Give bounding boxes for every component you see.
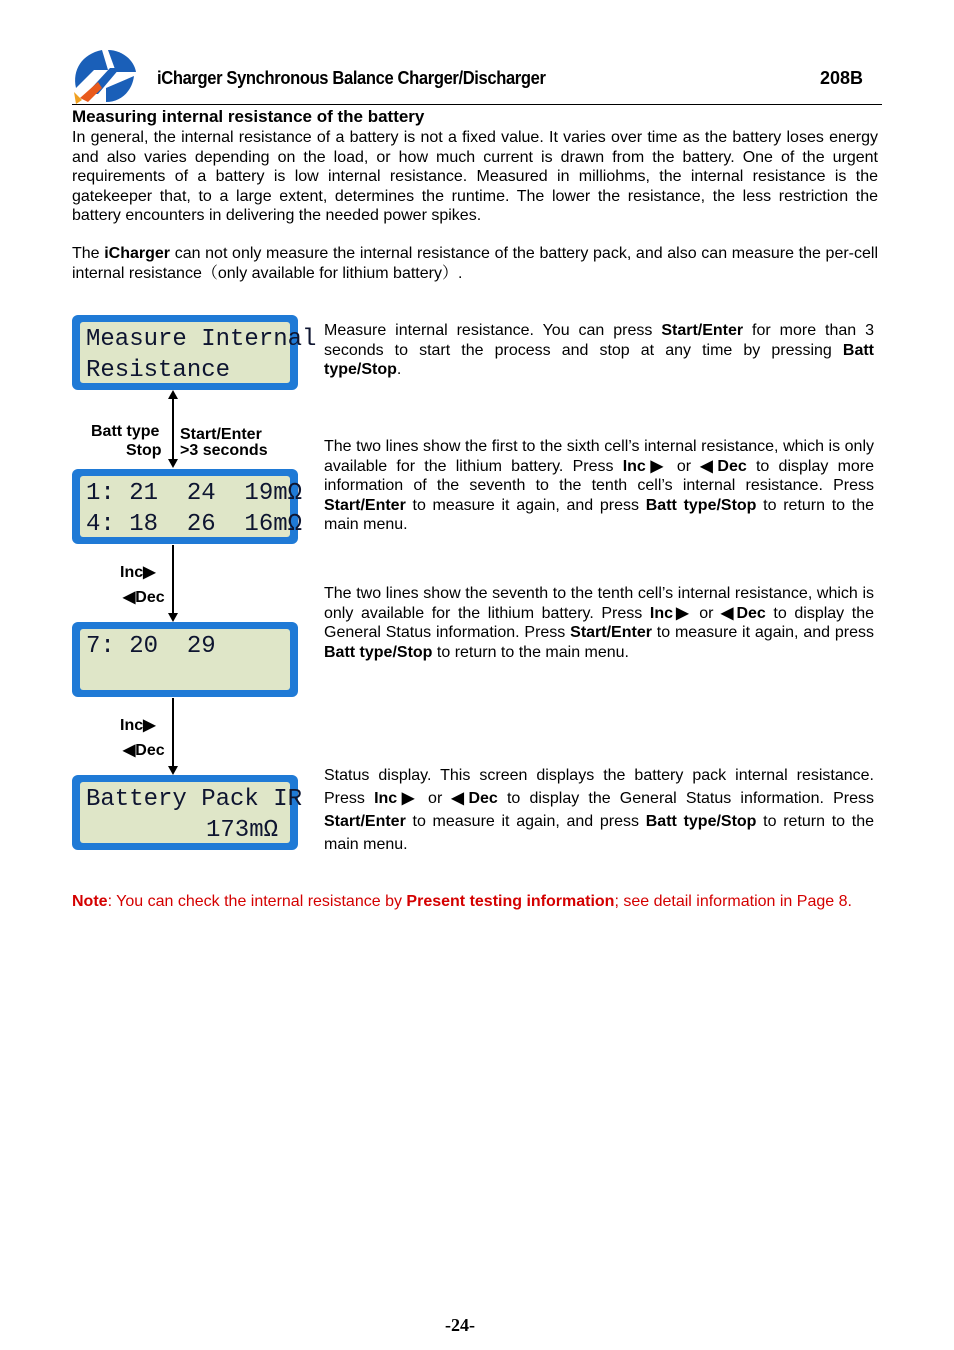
label-inc: Inc▶ [120, 564, 156, 581]
lcd-line-1: 7: 20 29 [86, 633, 216, 660]
description-screen-4: Status display. This screen displays the battery pack internal resistance. Press Inc▶ or ◀Dec to display the General Status information. Press Start/Enter to measure it again, and press Batt type/Stop to return to the main menu. [324, 767, 875, 853]
lcd-line-2: 4: 18 26 16mΩ [86, 511, 303, 538]
flow-connector [172, 698, 174, 768]
lcd-line-1: Measure Internal [86, 326, 317, 353]
section-title: Measuring internal resistance of the battery [72, 107, 425, 126]
intro-paragraph-2: The iCharger can not only measure the internal resistance of the battery pack, and also can measure the per-cell internal resistance（only available for lithium battery）. [72, 245, 879, 282]
header-model: 208B [820, 68, 864, 88]
label-start-enter: Start/Enter [180, 426, 262, 443]
header-divider [72, 104, 882, 105]
description-screen-1: Measure internal resistance. You can press Start/Enter for more than 3 seconds to start the process and stop at any time by pressing Batt type/Stop. [324, 322, 874, 378]
lcd-screen-battery-pack-ir [72, 775, 303, 850]
arrow-down-icon [168, 766, 178, 775]
lcd-line-1: 1: 21 24 19mΩ [86, 480, 303, 507]
lcd-screen-cells-1-6 [72, 469, 303, 544]
label-three-seconds: >3 seconds [180, 442, 268, 459]
description-screen-2: The two lines show the first to the sixth cell’s internal resistance, which is only available for the lithium battery. Press Inc▶ or ◀Dec to display more information of the seventh to the tenth cell’s internal resistance. Press Start/Enter to measure it again, and press Batt type/Stop to return to the main menu. [324, 438, 875, 533]
lcd-line-2: Resistance [86, 357, 231, 384]
page-number: -24- [445, 1315, 475, 1335]
flow-connector [172, 398, 174, 460]
note: Note: You can check the internal resistance by Present testing information; see detail information in Page 8. [72, 893, 852, 910]
brand-logo [72, 48, 138, 104]
arrow-down-icon [168, 613, 178, 622]
label-stop: Stop [126, 442, 162, 459]
label-batt-type: Batt type [91, 423, 160, 440]
description-screen-3: The two lines show the seventh to the tenth cell’s internal resistance, which is only available for the lithium battery. Press Inc▶ or ◀Dec to display the General Status information. Press Start/Enter to measure it again, and press Batt type/Stop to return to the main menu. [324, 585, 875, 661]
label-dec: ◀Dec [123, 742, 165, 759]
lcd-line-2: 173mΩ [205, 817, 278, 844]
header-title: iCharger Synchronous Balance Charger/Discharger [157, 68, 546, 88]
lcd-screen-measure-internal [72, 315, 317, 390]
label-dec: ◀Dec [123, 589, 165, 606]
label-inc: Inc▶ [120, 717, 156, 734]
lcd-screen-cells-7-10 [72, 622, 298, 697]
flow-connector [172, 545, 174, 615]
lcd-line-1: Battery Pack IR [86, 786, 303, 813]
intro-paragraph-1: In general, the internal resistance of a battery is not a fixed value. It varies over time as the battery loses energy and also varies depending on the load, or how much current is drawn from the battery. One of the urgent requirements of a battery is low internal resistance. Measured in milliohms, the internal resistance is the gatekeeper that, to a large extent, determines the runtime. The lower the resistance, the less restriction the battery encounters in delivering the needed power spikes. [72, 129, 878, 224]
arrow-down-icon [168, 459, 178, 468]
